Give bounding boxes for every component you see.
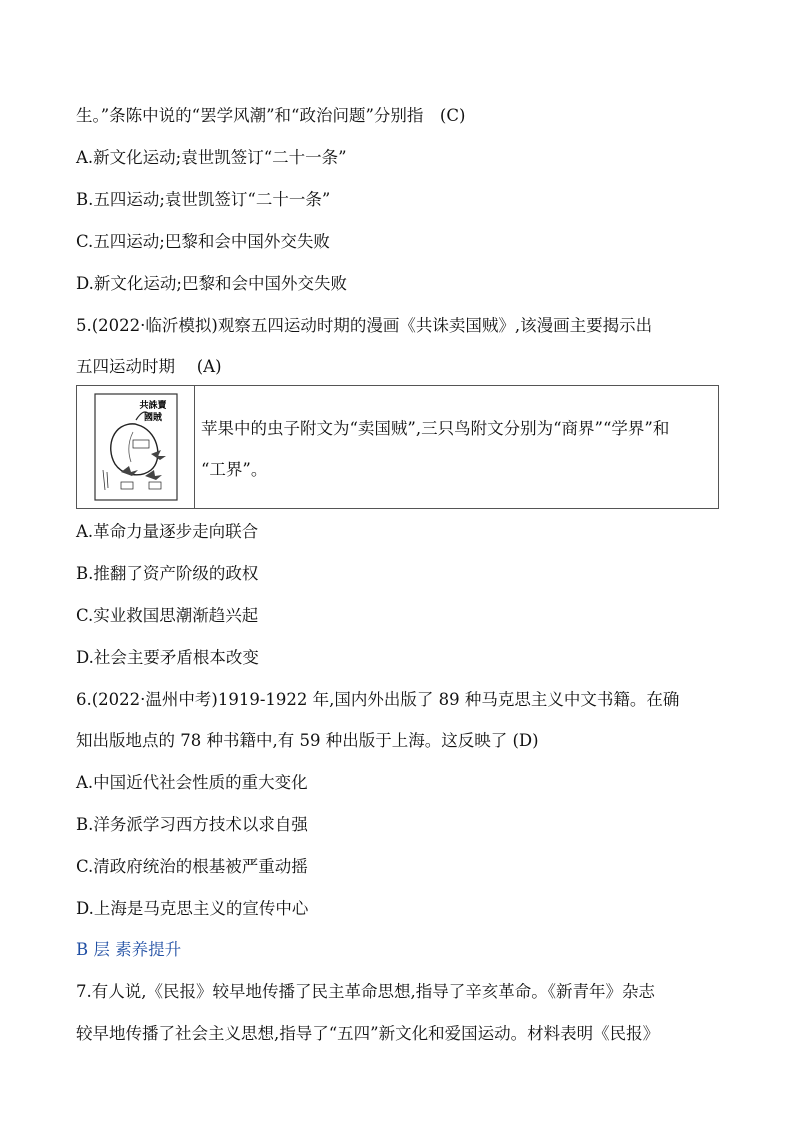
question-4-stem-end: 生。”条陈中说的“罢学风潮”和“政治问题”分别指 (C) [76, 106, 466, 125]
question-7-stem-cont: 较早地传播了社会主义思想,指导了“五四”新文化和爱国运动。材料表明《民报》 [76, 1024, 660, 1043]
question-7-stem: 7.有人说,《民报》较早地传播了民主革命思想,指导了辛亥革命。《新青年》杂志 [76, 982, 655, 1001]
q4-option-c: C.五四运动;巴黎和会中国外交失败 [76, 232, 330, 251]
q5-option-a: A.革命力量逐步走向联合 [76, 522, 259, 541]
cartoon-description-line2: “工界”。 [201, 460, 268, 479]
question-5-stem-cont: 五四运动时期 (A) [76, 357, 222, 376]
question-5-stem: 5.(2022·临沂模拟)观察五四运动时期的漫画《共诛卖国贼》,该漫画主要揭示出 [76, 316, 653, 335]
cartoon-image-cell [77, 386, 195, 508]
q4-option-b: B.五四运动;袁世凯签订“二十一条” [76, 190, 331, 209]
q5-option-d: D.社会主要矛盾根本改变 [76, 648, 259, 667]
section-heading: B 层 素养提升 [76, 940, 182, 959]
svg-text:國賊: 國賊 [143, 413, 162, 423]
cartoon-image [93, 392, 179, 502]
q5-option-b: B.推翻了资产阶级的政权 [76, 564, 259, 583]
cartoon-description-line1: 苹果中的虫子附文为“卖国贼”,三只鸟附文分别为“商界”“学界”和 [201, 419, 670, 438]
question-6-stem: 6.(2022·温州中考)1919-1922 年,国内外出版了 89 种马克思主义中文书籍。在确 [76, 690, 680, 709]
q6-option-b: B.洋务派学习西方技术以求自强 [76, 815, 308, 834]
question-6-stem-cont: 知出版地点的 78 种书籍中,有 59 种出版于上海。这反映了 (D) [76, 731, 539, 750]
q4-option-d: D.新文化运动;巴黎和会中国外交失败 [76, 274, 347, 293]
cartoon-figure-table [76, 385, 719, 509]
q6-option-d: D.上海是马克思主义的宣传中心 [76, 899, 309, 918]
q5-option-c: C.实业救国思潮渐趋兴起 [76, 606, 259, 625]
cartoon-description [195, 386, 718, 508]
q6-option-a: A.中国近代社会性质的重大变化 [76, 773, 308, 792]
q4-option-a: A.新文化运动;袁世凯签订“二十一条” [76, 148, 347, 167]
cartoon-title: 共誅賣 [138, 401, 167, 411]
q6-option-c: C.清政府统治的根基被严重动摇 [76, 857, 308, 876]
